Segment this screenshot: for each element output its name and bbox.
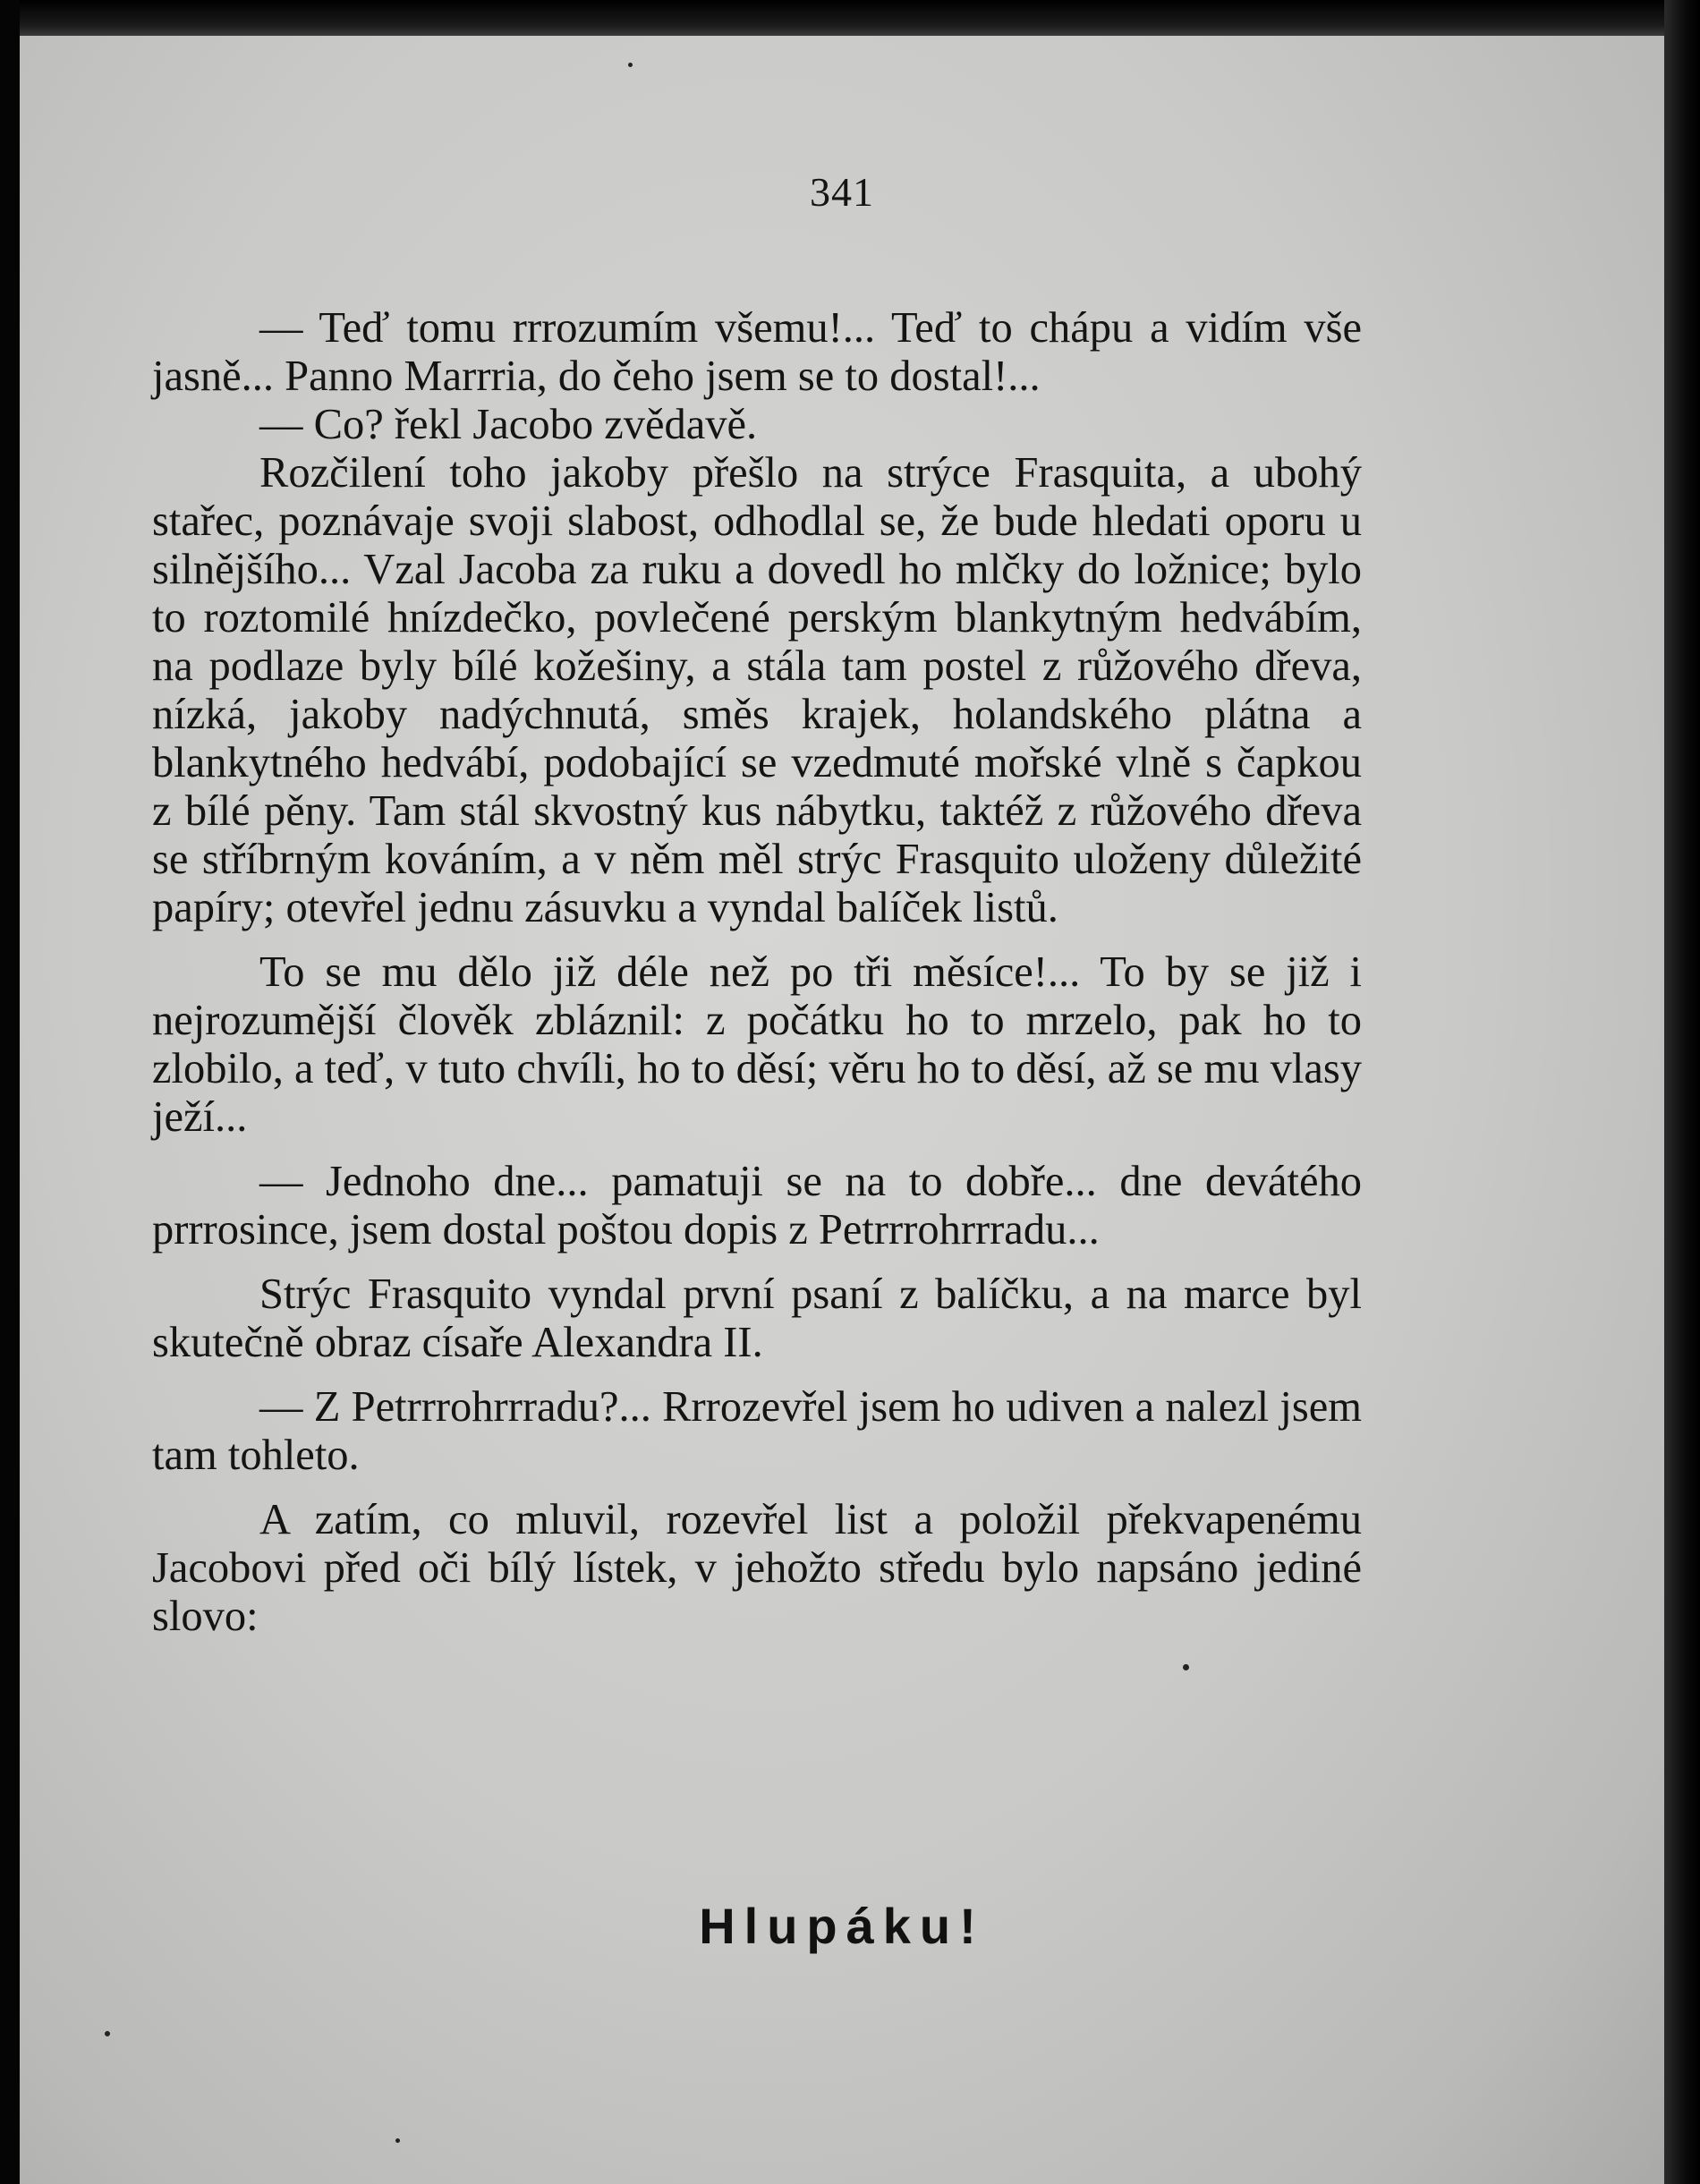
paragraph: A zatím, co mluvil, rozevřel list a položil překvapenému Jacobovi před oči bílý lístek, v jehožto středu bylo napsáno jediné slovo: (152, 1496, 1362, 1640)
paragraph: — Z Petrrrohrrradu?... Rrrozevřel jsem ho udiven a nalezl jsem tam tohleto. (152, 1383, 1362, 1479)
book-page (20, 36, 1664, 2184)
scan-border-left (0, 0, 20, 2184)
paragraph: — Jednoho dne... pamatuji se na to dobře... dne devátého prrrosince, jsem dostal poštou dopis z Petrrrohrrradu... (152, 1158, 1362, 1253)
paragraph: Rozčilení toho jakoby přešlo na strýce Frasquita, a ubohý stařec, poznávaje svoji slabost, odhodlal se, že bude hledati oporu u silnějšího... Vzal Jacoba za ruku a dovedl ho mlčky do ložnice; bylo to roztomilé hnízdečko, povlečené perským blankytným hedvábím, na podlaze byly bílé kožešiny, a stála tam postel z růžového dřeva, nízká, jakoby nadýchnutá, směs krajek, holandského plátna a blankytného hedvábí, podobající se vzedmuté mořské vlně s čapkou z bílé pěny. Tam stál skvostný kus nábytku, taktéž z růžového dřeva se stříbrným kováním, a v něm měl strýc Frasquito uloženy důležité papíry; otevřel jednu zásuvku a vyndal balíček listů. (152, 449, 1362, 931)
paragraph: Strýc Frasquito vyndal první psaní z balíčku, a na marce byl skutečně obraz císaře Alexandra II. (152, 1270, 1362, 1366)
paragraph: To se mu dělo již déle než po tři měsíce!... To by se již i nejrozumější člověk zbláznil: z počátku ho to mrzelo, pak ho to zlobilo, a teď, v tuto chvíli, ho to děsí; věru ho to děsí, až se mu vlasy ježí... (152, 948, 1362, 1141)
scan-speck (105, 2031, 110, 2036)
body-text (152, 304, 1362, 1641)
final-word: Hlupáku! (699, 1898, 985, 1954)
scan-border-right (1664, 0, 1700, 2184)
scan-border-top (0, 0, 1700, 36)
scan-speck (395, 2138, 400, 2143)
scan-speck (1183, 1664, 1189, 1670)
paragraph: — Teď tomu rrrozumím všemu!... Teď to chápu a vidím vše jasně... Panno Marrria, do čeho jsem se to dostal!... (152, 304, 1362, 400)
paragraph: — Co? řekl Jacobo zvědavě. (259, 401, 758, 448)
scan-speck (628, 63, 633, 67)
page-number: 341 (810, 169, 874, 215)
